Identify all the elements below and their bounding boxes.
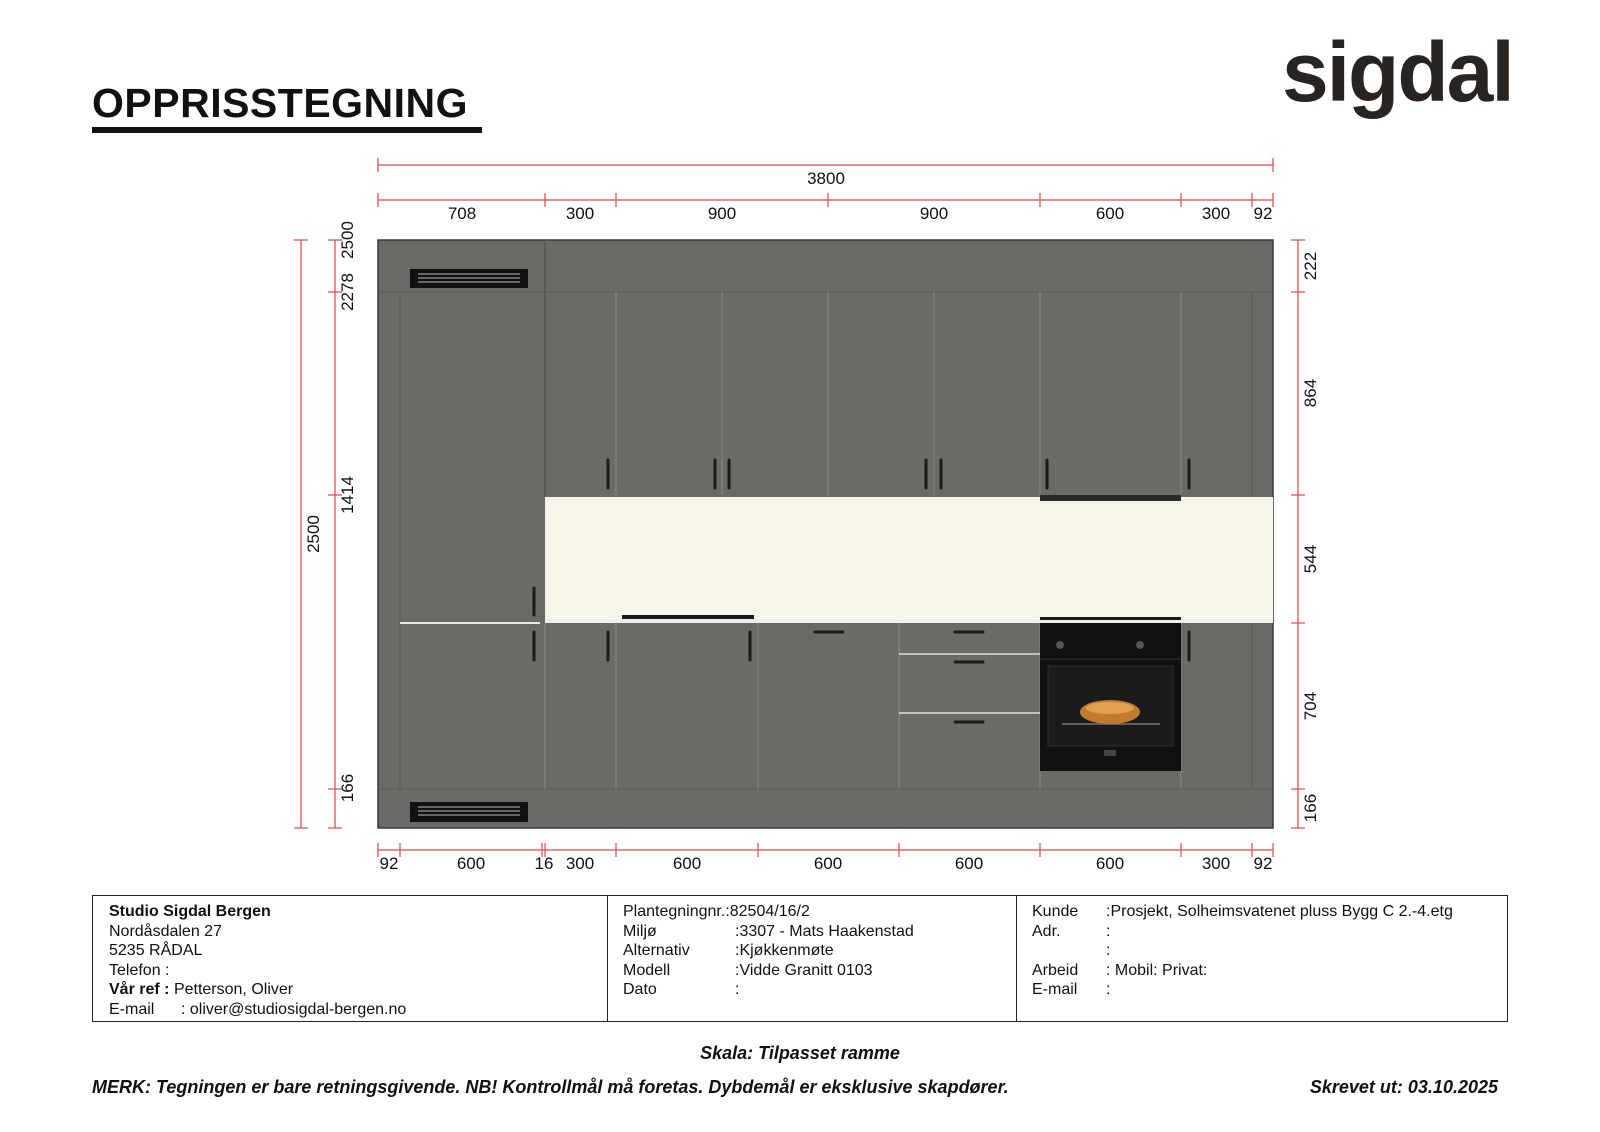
dim-top-4: 900 — [919, 204, 949, 223]
scale-note: Skala: Tilpasset ramme — [700, 1043, 900, 1063]
dim-total: 3800 — [807, 169, 845, 188]
dim-bottom-4: 300 — [565, 854, 595, 873]
project-info — [608, 896, 1017, 1021]
customer: Kunde :Prosjekt, Solheimsvatenet pluss Bygg C 2.-4.etg — [1032, 903, 1453, 920]
dim-right-5: 166 — [1301, 793, 1320, 823]
dim-left-outer: 2500 — [304, 515, 323, 553]
dim-top-5: 600 — [1095, 204, 1125, 223]
dim-bottom-7: 600 — [954, 854, 984, 873]
dim-bottom-5: 600 — [672, 854, 702, 873]
alternative: Alternativ :Kjøkkenmøte — [623, 942, 834, 959]
dim-right-4: 704 — [1301, 691, 1320, 721]
dealer-address-1: Nordåsdalen 27 — [109, 922, 222, 940]
dim-top-1: 708 — [447, 204, 477, 223]
backsplash-wall — [545, 497, 1273, 622]
oven-knob-right-icon — [1136, 641, 1144, 649]
dim-bottom-9: 300 — [1201, 854, 1231, 873]
customer-work: Arbeid : Mobil: Privat: — [1032, 961, 1208, 979]
dim-right-1: 222 — [1301, 251, 1320, 281]
customer-info — [1017, 896, 1507, 1021]
dim-left-level-3: 1414 — [338, 476, 357, 514]
dealer-info — [93, 896, 608, 1021]
sigdal-logo: sigdal — [1282, 25, 1513, 119]
dim-bottom-2: 600 — [456, 854, 486, 873]
dim-bottom-10: 92 — [1253, 854, 1273, 873]
dim-top-6: 300 — [1201, 204, 1231, 223]
dim-right-3: 544 — [1301, 544, 1320, 574]
dim-top-2: 300 — [565, 204, 595, 223]
oven-brand-icon — [1104, 750, 1116, 756]
dim-left-level-2: 2278 — [338, 273, 357, 311]
dim-left-level-4: 166 — [338, 773, 357, 803]
environment: Miljø :3307 - Mats Haakenstad — [623, 922, 914, 940]
customer-email: E-mail : — [1032, 981, 1111, 998]
model: Modell :Vidde Granitt 0103 — [623, 961, 873, 979]
cooktop — [1040, 617, 1181, 620]
dim-bottom-3: 16 — [534, 854, 554, 873]
page-title: OPPRISSTEGNING — [92, 80, 469, 126]
top-vent-grille — [410, 269, 528, 288]
customer-address-2: : — [1106, 942, 1111, 959]
dealer-phone: Telefon : — [109, 961, 170, 979]
dim-bottom-1: 92 — [379, 854, 399, 873]
title-block — [92, 895, 1508, 1022]
dim-left-level-1: 2500 — [338, 221, 357, 259]
dealer-address-2: 5235 RÅDAL — [109, 942, 203, 959]
sink — [622, 615, 754, 619]
disclaimer-note: MERK: Tegningen er bare retningsgivende. NB! Kontrollmål må foretas. Dybdemål er eksklusive skapdører. — [92, 1077, 1009, 1097]
kitchen-elevation — [378, 240, 1273, 828]
dim-right-2: 864 — [1301, 378, 1320, 408]
oven-knob-left-icon — [1056, 641, 1064, 649]
company-name: Studio Sigdal Bergen — [109, 903, 271, 920]
dim-top-3: 900 — [707, 204, 737, 223]
date: Dato : — [623, 981, 740, 998]
plan-number: Plantegningnr.:82504/16/2 — [623, 903, 810, 920]
extractor-hood — [1040, 495, 1181, 501]
dealer-email: E-mail : oliver@studiosigdal-bergen.no — [109, 1000, 407, 1018]
bottom-vent-grille — [410, 802, 528, 822]
oven — [1040, 623, 1181, 771]
customer-address: Adr. : — [1032, 922, 1111, 940]
dim-bottom-8: 600 — [1095, 854, 1125, 873]
dealer-ref: Vår ref : Petterson, Oliver — [109, 981, 294, 998]
dim-bottom-6: 600 — [813, 854, 843, 873]
dim-top-7: 92 — [1253, 204, 1273, 223]
printed-date: Skrevet ut: 03.10.2025 — [1309, 1077, 1498, 1097]
